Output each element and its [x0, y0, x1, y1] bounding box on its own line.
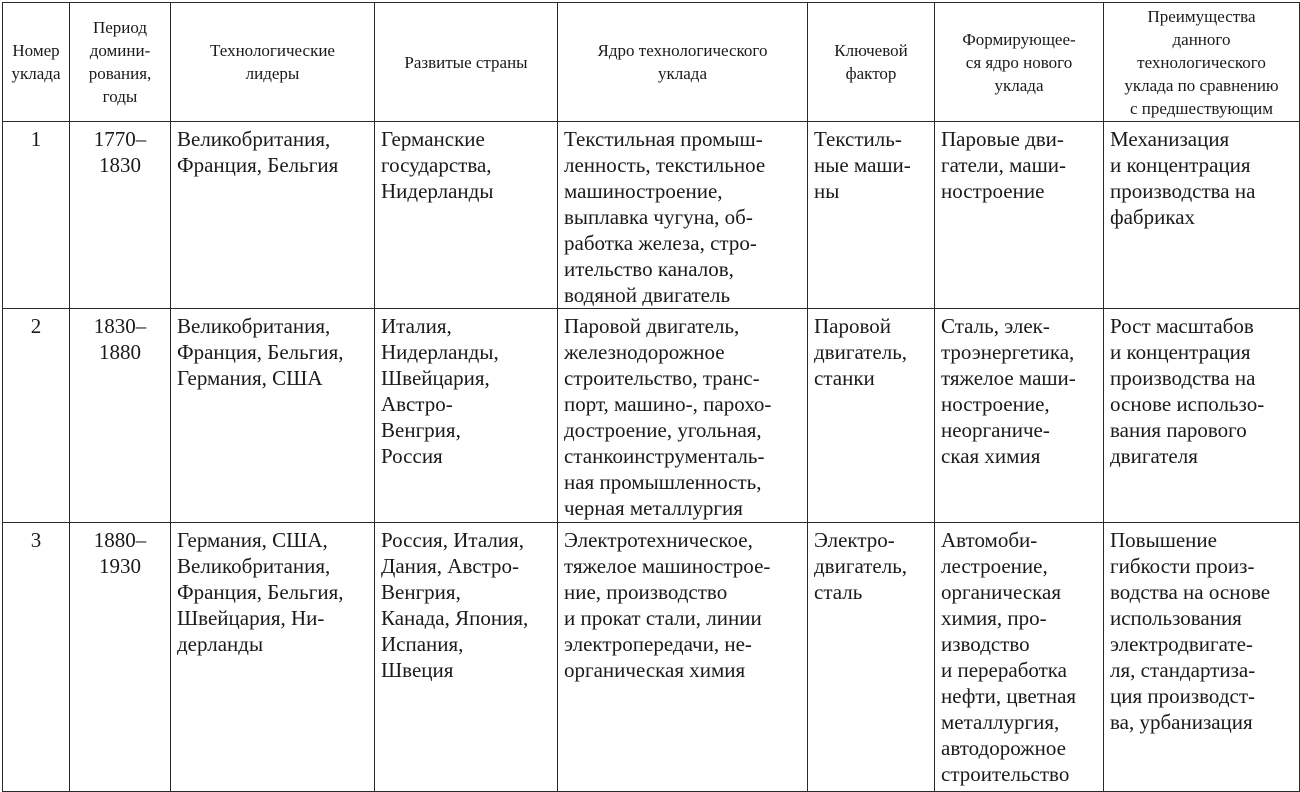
cell-period: 1830– 1880: [70, 309, 171, 523]
cell-core: Паровой двигатель, железнодорожное строительство, транс- порт, машино-, парохо- достроение, угольная, станкоинструменталь- ная промышленность, черная металлургия: [558, 309, 808, 523]
cell-leaders: Великобритания, Франция, Бельгия, Германия, США: [171, 309, 375, 523]
cell-key-factor: Электро- двигатель, сталь: [808, 523, 935, 792]
header-period: Период домини- рования, годы: [70, 3, 171, 122]
header-number: Номер уклада: [3, 3, 70, 122]
header-core: Ядро технологического уклада: [558, 3, 808, 122]
cell-advantages: Механизация и концентрация производства на фабриках: [1104, 122, 1300, 309]
cell-emerging-core: Автомоби- лестроение, органическая химия, про- изводство и переработка нефти, цветная металлургия, автодорожное строительство: [935, 523, 1104, 792]
header-developed-countries: Развитые страны: [375, 3, 558, 122]
cell-leaders: Великобритания, Франция, Бельгия: [171, 122, 375, 309]
cell-developed-countries: Германские государства, Нидерланды: [375, 122, 558, 309]
cell-advantages: Рост масштабов и концентрация производства на основе использо- вания парового двигателя: [1104, 309, 1300, 523]
header-advantages: Преимущества данного технологического уклада по сравнению с предшествующим: [1104, 3, 1300, 122]
cell-period: 1770– 1830: [70, 122, 171, 309]
cell-leaders: Германия, США, Великобритания, Франция, Бельгия, Швейцария, Ни- дерланды: [171, 523, 375, 792]
table-row: [3, 309, 1300, 523]
cell-period: 1880– 1930: [70, 523, 171, 792]
header-row: [3, 3, 1300, 122]
cell-core: Текстильная промыш- ленность, текстильное машиностроение, выплавка чугуна, об- работка железа, стро- ительство каналов, водяной двигатель: [558, 122, 808, 309]
table-row: [3, 523, 1300, 792]
table-row: [3, 122, 1300, 309]
cell-developed-countries: Россия, Италия, Дания, Австро- Венгрия, Канада, Япония, Испания, Швеция: [375, 523, 558, 792]
header-key-factor: Ключевой фактор: [808, 3, 935, 122]
header-emerging-core: Формирующее- ся ядро нового уклада: [935, 3, 1104, 122]
header-leaders: Технологические лидеры: [171, 3, 375, 122]
cell-number: 3: [3, 523, 70, 792]
cell-emerging-core: Паровые дви- гатели, маши- ностроение: [935, 122, 1104, 309]
cell-number: 1: [3, 122, 70, 309]
cell-advantages: Повышение гибкости произ- водства на основе использования электродвигате- ля, стандартиза- ция производст- ва, урбанизация: [1104, 523, 1300, 792]
technological-modes-table: [2, 2, 1300, 792]
cell-emerging-core: Сталь, элек- троэнергетика, тяжелое маши- ностроение, неорганиче- ская химия: [935, 309, 1104, 523]
cell-key-factor: Текстиль- ные маши- ны: [808, 122, 935, 309]
cell-key-factor: Паровой двигатель, станки: [808, 309, 935, 523]
cell-core: Электротехническое, тяжелое машинострое- ние, производство и прокат стали, линии электропередачи, не- органическая химия: [558, 523, 808, 792]
cell-number: 2: [3, 309, 70, 523]
cell-developed-countries: Италия, Нидерланды, Швейцария, Австро- Венгрия, Россия: [375, 309, 558, 523]
